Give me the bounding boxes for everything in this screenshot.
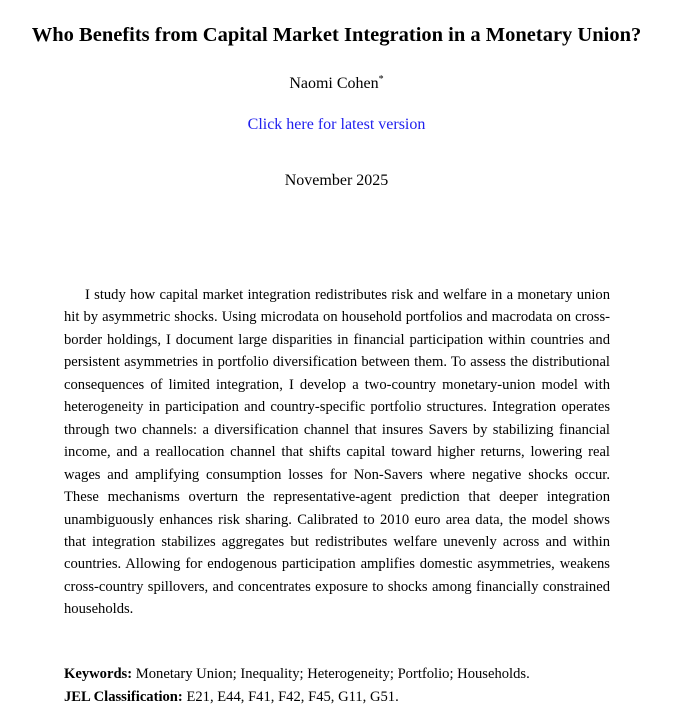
abstract-text: I study how capital market integration redistributes risk and welfare in a monetary union hit by asymmetric shocks. Using microdata on household portfolios and macrodata on cross-border holdings, I document large disparities in financial participation within countries and persistent asymmetries in portfolio diversification between them. To assess the distributional consequences of limited integration, I develop a two-country monetary-union model with heterogeneity in participation and country-specific portfolio structures. Integration operates through two channels: a diversification channel that insures Savers by stabilizing financial income, and a reallocation channel that shifts capital toward higher returns, lowering real wages and amplifying consumption losses for Non-Savers where negative shocks occur. These mechanisms overturn the representative-agent prediction that deeper integration unambiguously enhances risk sharing. Calibrated to 2010 euro area data, the model shows that integration stabilizes aggregates but redistributes welfare unevenly across and within countries. Allowing for endogenous participation amplifies domestic asymmetries, weakens cross-country spillovers, and concentrates exposure to shocks among financially constrained households.	[64, 287, 610, 618]
paper-title: Who Benefits from Capital Market Integration in a Monetary Union?	[31, 24, 642, 46]
jel-value: E21, E44, F41, F42, F45, G11, G51.	[186, 689, 399, 705]
keywords-line	[64, 663, 624, 685]
latest-version-line	[0, 114, 673, 136]
author-name: Naomi Cohen	[289, 75, 379, 92]
author-footnote-mark[interactable]: *	[378, 74, 384, 85]
latest-version-link[interactable]: Click here for latest version	[247, 116, 426, 133]
paper-date: November 2025	[284, 172, 389, 189]
keywords-label: Keywords:	[64, 666, 133, 682]
author-line	[0, 73, 673, 95]
jel-label: JEL Classification:	[64, 689, 183, 705]
keywords-value: Monetary Union; Inequality; Heterogeneity; Portfolio; Households.	[135, 666, 530, 682]
jel-line	[64, 686, 624, 708]
